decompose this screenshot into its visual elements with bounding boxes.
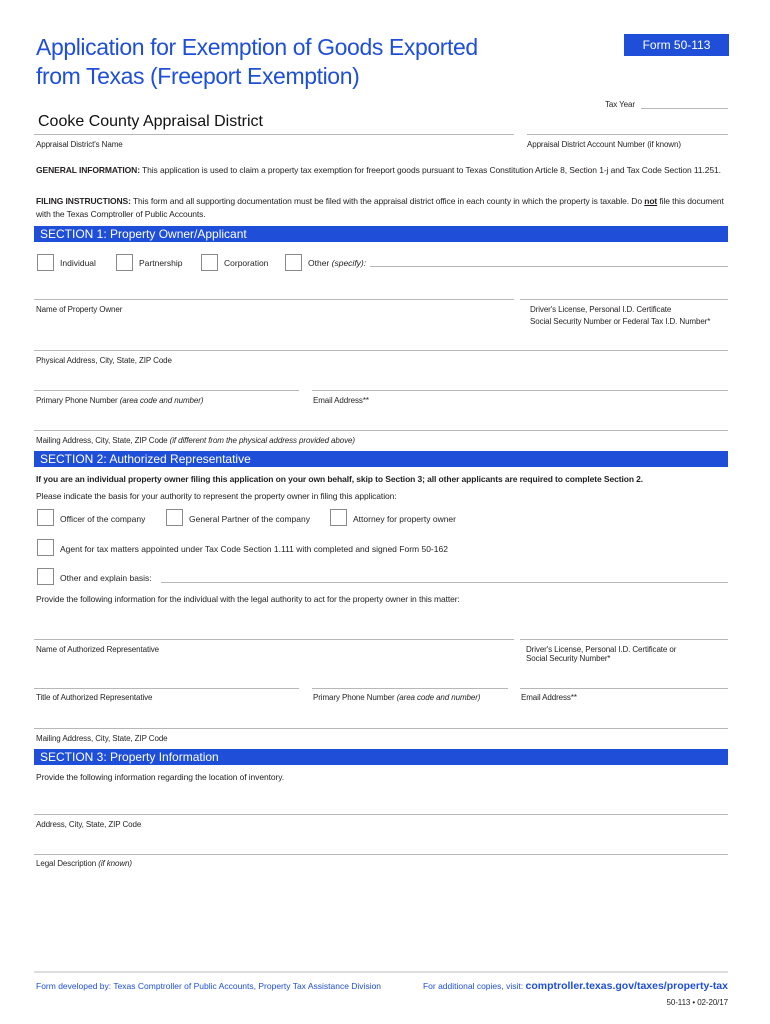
rep-name-label: Name of Authorized Representative: [36, 645, 159, 654]
other-checkbox[interactable]: [285, 254, 302, 271]
owner-phone-label-text: Primary Phone Number: [36, 396, 118, 405]
rep-name-field[interactable]: [34, 639, 514, 640]
owner-phone-hint: (area code and number): [119, 396, 204, 405]
filing-instructions-heading: FILING INSTRUCTIONS:: [36, 196, 131, 206]
owner-license-label-2: Social Security Number or Federal Tax I.D. Number*: [530, 317, 711, 326]
corporation-checkbox[interactable]: [201, 254, 218, 271]
partnership-label: Partnership: [139, 258, 183, 268]
rep-phone-hint: (area code and number): [396, 693, 481, 702]
legal-description-label-text: Legal Description: [36, 859, 97, 868]
agent-label: Agent for tax matters appointed under Tax Code Section 1.111 with completed and signed Form 50-162: [60, 544, 448, 554]
account-number-label: Appraisal District Account Number (if known): [527, 140, 681, 149]
physical-address-label: Physical Address, City, State, ZIP Code: [36, 356, 172, 365]
legal-description-hint: (if known): [98, 859, 132, 868]
individual-checkbox[interactable]: [37, 254, 54, 271]
appraisal-district-name-line: [34, 134, 514, 135]
filing-not-emphasis: not: [644, 196, 658, 206]
section3-prompt: Provide the following information regarding the location of inventory.: [36, 772, 284, 782]
general-partner-checkbox[interactable]: [166, 509, 183, 526]
owner-email-label: Email Address**: [313, 396, 369, 405]
owner-mailing-hint: (if different from the physical address provided above): [169, 436, 355, 445]
tax-year-label: Tax Year: [605, 100, 635, 109]
owner-email-field[interactable]: [312, 390, 728, 391]
filing-instructions-text-1: This form and all supporting documentation must be filed with the appraisal district office in each county in which the property is taxable. Do: [132, 196, 642, 206]
filing-instructions-text-2: file this document with the Texas Comptroller of Public Accounts.: [36, 196, 724, 219]
account-number-field[interactable]: [527, 134, 728, 135]
individual-label: Individual: [60, 258, 96, 268]
general-information: [36, 164, 728, 177]
owner-phone-label: [36, 395, 203, 406]
rep-phone-label-text: Primary Phone Number: [313, 693, 395, 702]
physical-address-field[interactable]: [34, 350, 728, 351]
other-basis-field[interactable]: [161, 582, 728, 583]
section2-basis-prompt: Please indicate the basis for your authority to represent the property owner in filing this application:: [36, 491, 397, 501]
other-label: [308, 257, 366, 269]
rep-license-label-1: Driver's License, Personal I.D. Certificate or: [526, 645, 677, 654]
attorney-checkbox[interactable]: [330, 509, 347, 526]
form-title-line2: from Texas (Freeport Exemption): [36, 63, 360, 89]
owner-license-label-1: Driver's License, Personal I.D. Certificate: [530, 305, 672, 314]
appraisal-district-name-label: Appraisal District's Name: [36, 140, 123, 149]
form-title-line1: Application for Exemption of Goods Exported: [36, 34, 478, 60]
owner-name-label: Name of Property Owner: [36, 305, 123, 314]
footer-copies: [423, 980, 728, 992]
rep-email-field[interactable]: [520, 688, 728, 689]
owner-mailing-field[interactable]: [34, 430, 728, 431]
legal-description-label: [36, 858, 132, 869]
footer-copies-link[interactable]: comptroller.texas.gov/taxes/property-tax: [525, 980, 728, 992]
filing-instructions: [36, 195, 728, 221]
section2-info-prompt: Provide the following information for the individual with the legal authority to act for the property owner in this matter:: [36, 594, 460, 604]
attorney-label: Attorney for property owner: [353, 514, 456, 524]
form-number-badge: Form 50-113: [624, 34, 729, 56]
section3-header: SECTION 3: Property Information: [34, 749, 728, 765]
other-specify-hint: (specify):: [331, 258, 367, 268]
inventory-address-label: Address, City, State, ZIP Code: [36, 820, 142, 829]
other-basis-label: Other and explain basis:: [60, 573, 152, 583]
owner-license-field[interactable]: [520, 299, 728, 300]
tax-year-field[interactable]: [641, 108, 728, 109]
section1-header: SECTION 1: Property Owner/Applicant: [34, 226, 728, 242]
section2-header: SECTION 2: Authorized Representative: [34, 451, 728, 467]
form-title: [36, 33, 556, 91]
owner-mailing-label: [36, 435, 355, 446]
general-information-heading: GENERAL INFORMATION:: [36, 165, 140, 175]
owner-name-field[interactable]: [34, 299, 514, 300]
rep-title-field[interactable]: [34, 688, 299, 689]
footer-form-code: 50-113 • 02-20/17: [666, 998, 728, 1007]
owner-mailing-label-text: Mailing Address, City, State, ZIP Code: [36, 436, 168, 445]
corporation-label: Corporation: [224, 258, 269, 268]
rep-phone-field[interactable]: [312, 688, 508, 689]
footer-copies-prefix: For additional copies, visit:: [422, 981, 524, 991]
legal-description-field[interactable]: [34, 854, 728, 855]
general-partner-label: General Partner of the company: [189, 514, 310, 524]
inventory-address-field[interactable]: [34, 814, 728, 815]
rep-license-field[interactable]: [520, 639, 728, 640]
rep-email-label: Email Address**: [521, 693, 577, 702]
other-label-text: Other: [308, 258, 330, 268]
footer-divider: [34, 971, 728, 973]
section2-skip-note: If you are an individual property owner filing this application on your own behalf, skip to Section 3; all other applicants are required to complete Section 2.: [36, 474, 644, 484]
officer-label: Officer of the company: [60, 514, 146, 524]
general-information-text: This application is used to claim a property tax exemption for freeport goods pursuant to Texas Constitution Article 8, Section 1-j and Tax Code Section 11.251.: [142, 165, 721, 175]
footer-developed-by: Form developed by: Texas Comptroller of Public Accounts, Property Tax Assistance Division: [36, 981, 382, 991]
other-basis-checkbox[interactable]: [37, 568, 54, 585]
officer-checkbox[interactable]: [37, 509, 54, 526]
partnership-checkbox[interactable]: [116, 254, 133, 271]
rep-mailing-label: Mailing Address, City, State, ZIP Code: [36, 734, 168, 743]
appraisal-district-name-value[interactable]: Cooke County Appraisal District: [38, 113, 263, 130]
rep-license-label-2: Social Security Number*: [526, 654, 611, 663]
other-specify-field[interactable]: [370, 266, 728, 267]
rep-phone-label: [313, 692, 480, 703]
rep-mailing-field[interactable]: [34, 728, 728, 729]
rep-title-label: Title of Authorized Representative: [36, 693, 153, 702]
owner-phone-field[interactable]: [34, 390, 299, 391]
agent-checkbox[interactable]: [37, 539, 54, 556]
